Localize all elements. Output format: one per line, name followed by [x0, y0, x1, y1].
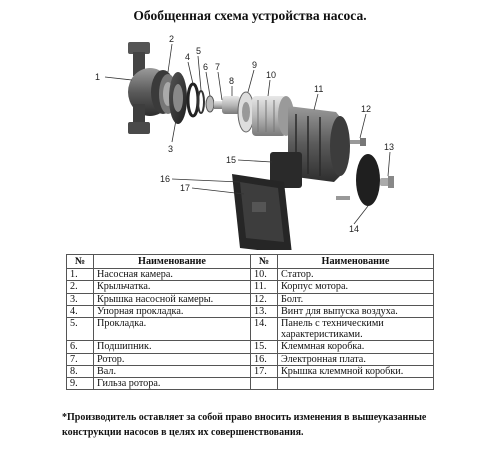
- part-name: Упорная прокладка.: [94, 305, 251, 317]
- part-name: Ротор.: [94, 353, 251, 365]
- part-number: 9.: [67, 378, 94, 390]
- stator: [252, 96, 294, 136]
- part-number: 2.: [67, 281, 94, 293]
- callout-label: 9: [252, 60, 258, 70]
- part-number: 15.: [251, 341, 278, 353]
- table-row: [67, 378, 434, 390]
- part-number: 16.: [251, 353, 278, 365]
- part-number: 4.: [67, 305, 94, 317]
- part-name: [278, 378, 434, 390]
- part-name: Вал.: [94, 365, 251, 377]
- callout-label: 17: [180, 183, 191, 193]
- manufacturer-note: *Производитель оставляет за собой право вносить изменения в вышеуказанные конструкции насосов в целях их совершенствования.: [62, 412, 427, 438]
- part-name: Болт.: [278, 293, 434, 305]
- part-number: 13.: [251, 305, 278, 317]
- callout-label: 14: [349, 224, 360, 234]
- bearing: [206, 96, 214, 112]
- column-header-name: Наименование: [278, 255, 434, 269]
- part-number: 8.: [67, 365, 94, 377]
- part-number: 1.: [67, 269, 94, 281]
- callout-label: 2: [169, 34, 175, 44]
- part-number: 10.: [251, 269, 278, 281]
- callout-label: 11: [314, 84, 324, 94]
- callout-label: 13: [384, 142, 395, 152]
- callout-label: 8: [229, 76, 235, 86]
- air-vent-screw: [380, 176, 394, 188]
- part-name: Крышка насосной камеры.: [94, 293, 251, 305]
- gasket: [198, 91, 204, 113]
- part-number: 17.: [251, 365, 278, 377]
- exploded-pump-diagram: [0, 22, 500, 250]
- callout-label: 6: [203, 62, 209, 72]
- part-name: Крыльчатка.: [94, 281, 251, 293]
- part-name: Клеммная коробка.: [278, 341, 434, 353]
- part-number: 7.: [67, 353, 94, 365]
- bolt: [350, 138, 366, 146]
- callout-label: 10: [266, 70, 277, 80]
- part-number: 5.: [67, 318, 94, 341]
- part-number: 3.: [67, 293, 94, 305]
- table-row: [67, 281, 434, 293]
- pump-chamber-cover: [169, 72, 187, 124]
- callout-label: 15: [226, 155, 237, 165]
- callout-label: 4: [185, 52, 191, 62]
- part-name: Подшипник.: [94, 341, 251, 353]
- part-number: 11.: [251, 281, 278, 293]
- callout-label: 1: [95, 72, 101, 82]
- part-number: 12.: [251, 293, 278, 305]
- table-row: [67, 318, 434, 341]
- part-name: Панель с техническими характеристиками.: [278, 318, 434, 341]
- part-number: 14.: [251, 318, 278, 341]
- part-name: Гильза ротора.: [94, 378, 251, 390]
- column-header-number: №: [251, 255, 278, 269]
- table-header-row: [67, 255, 434, 269]
- rotor-shaft: [214, 96, 240, 114]
- part-number: 6.: [67, 341, 94, 353]
- bolt-lower: [336, 196, 350, 200]
- part-name: Винт для выпуска воздуха.: [278, 305, 434, 317]
- table-row: [67, 269, 434, 281]
- table-row: [67, 353, 434, 365]
- callout-label: 7: [215, 62, 221, 72]
- thrust-gasket: [188, 84, 198, 116]
- table-row: [67, 293, 434, 305]
- callout-label: 12: [361, 104, 372, 114]
- callout-label: 5: [196, 46, 202, 56]
- table-row: [67, 341, 434, 353]
- part-name: Прокладка.: [94, 318, 251, 341]
- column-header-number: №: [67, 255, 94, 269]
- specification-panel: [356, 154, 380, 206]
- page-title: Обобщенная схема устройства насоса.: [133, 8, 367, 23]
- part-name: Корпус мотора.: [278, 281, 434, 293]
- part-name: Статор.: [278, 269, 434, 281]
- part-number: [251, 378, 278, 390]
- table-row: [67, 365, 434, 377]
- part-name: Насосная камера.: [94, 269, 251, 281]
- table-row: [67, 305, 434, 317]
- rotor-sleeve: [238, 92, 254, 132]
- terminal-box-cover: [232, 174, 292, 250]
- callout-label: 16: [160, 174, 171, 184]
- callout-label: 3: [168, 144, 174, 154]
- part-name: Крышка клеммной коробки.: [278, 365, 434, 377]
- part-name: Электронная плата.: [278, 353, 434, 365]
- column-header-name: Наименование: [94, 255, 251, 269]
- parts-table: [66, 254, 434, 390]
